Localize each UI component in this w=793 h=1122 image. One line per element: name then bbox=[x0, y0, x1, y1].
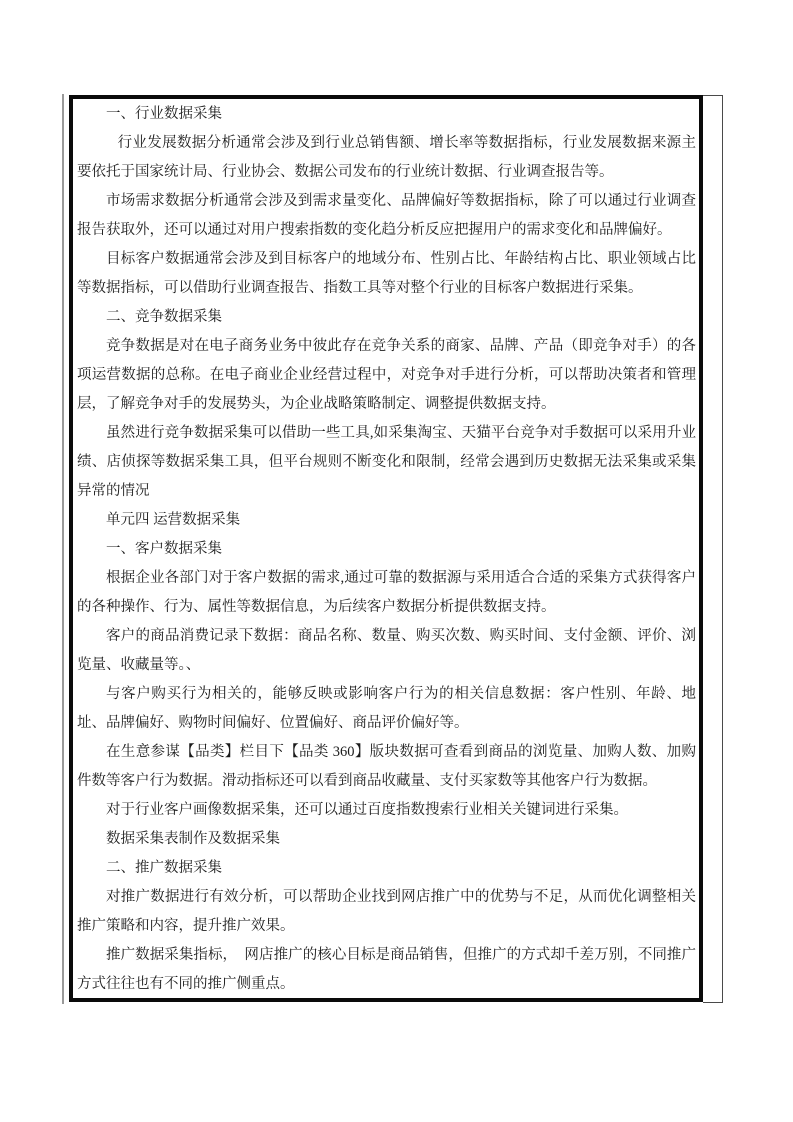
body-paragraph: 对推广数据进行有效分析，可以帮助企业找到网店推广中的优势与不足，从而优化调整相关推广策略和内容，提升推广效果。 bbox=[77, 889, 696, 934]
heading-paragraph: 二、推广数据采集 bbox=[106, 860, 222, 876]
body-paragraph: 竞争数据是对在电子商务业务中彼此存在竞争关系的商家、品牌、产品（即竞争对手）的各项运营数据的总称。在电子商业企业经营过程中，对竞争对手进行分析，可以帮助决策者和管理层，了解竞争对手的发展势头，为企业战略策略制定、调整提供数据支持。 bbox=[77, 338, 696, 412]
table-gridline-left bbox=[62, 94, 64, 1004]
body-paragraph: 行业发展数据分析通常会涉及到行业总销售额、增长率等数据指标，行业发展数据来源主要依托于国家统计局、行业协会、数据公司发布的行业统计数据、行业调查报告等。 bbox=[77, 135, 696, 180]
body-paragraph: 在生意参谋【品类】栏目下【品类 360】版块数据可查看到商品的浏览量、加购人数、加购件数等客户行为数据。滑动指标还可以看到商品收藏量、支付买家数等其他客户行为数据。 bbox=[77, 744, 696, 789]
heading-paragraph: 单元四 运营数据采集 bbox=[106, 512, 241, 528]
body-paragraph: 对于行业客户画像数据采集，还可以通过百度指数搜索行业相关关键词进行采集。 bbox=[106, 802, 628, 818]
table-cell-main-text[interactable] bbox=[69, 95, 703, 1002]
body-paragraph: 客户的商品消费记录下数据：商品名称、数量、购买次数、购买时间、支付金额、评价、浏览量、收藏量等。、 bbox=[77, 628, 696, 673]
body-paragraph: 数据采集表制作及数据采集 bbox=[106, 831, 280, 847]
body-paragraph: 与客户购买行为相关的，能够反映或影响客户行为的相关信息数据：客户性别、年龄、地址、品牌偏好、购物时间偏好、位置偏好、商品评价偏好等。 bbox=[77, 686, 696, 731]
table-cell-right-margin[interactable] bbox=[703, 95, 723, 1003]
body-paragraph: 市场需求数据分析通常会涉及到需求量变化、品牌偏好等数据指标，除了可以通过行业调查报告获取外，还可以通过对用户搜索指数的变化趋分析反应把握用户的需求变化和品牌偏好。 bbox=[77, 193, 696, 238]
heading-paragraph: 二、竞争数据采集 bbox=[106, 309, 222, 325]
body-paragraph: 目标客户数据通常会涉及到目标客户的地域分布、性别占比、年龄结构占比、职业领域占比等数据指标，可以借助行业调查报告、指数工具等对整个行业的目标客户数据进行采集。 bbox=[77, 251, 696, 296]
body-paragraph: 虽然进行竞争数据采集可以借助一些工具,如采集淘宝、天猫平台竞争对手数据可以采用升业绩、店侦探等数据采集工具，但平台规则不断变化和限制，经常会遇到历史数据无法采集或采集异常的情况 bbox=[77, 425, 696, 499]
body-paragraph: 根据企业各部门对于客户数据的需求,通过可靠的数据源与采用适合合适的采集方式获得客户的各种操作、行为、属性等数据信息，为后续客户数据分析提供数据支持。 bbox=[77, 570, 696, 615]
body-paragraph: 推广数据采集指标， 网店推广的核心目标是商品销售，但推广的方式却千差万别，不同推广方式往往也有不同的推广侧重点。 bbox=[77, 947, 696, 992]
heading-paragraph: 一、客户数据采集 bbox=[106, 541, 222, 557]
heading-paragraph: 一、行业数据采集 bbox=[106, 106, 222, 122]
